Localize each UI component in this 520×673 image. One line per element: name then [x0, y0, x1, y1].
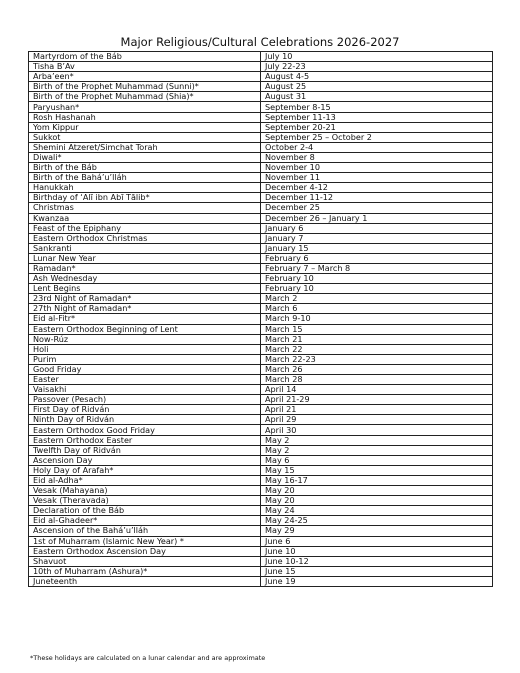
table-row — [29, 193, 493, 203]
table-row — [29, 566, 493, 576]
table-row — [29, 425, 493, 435]
table-row — [29, 455, 493, 465]
table-row — [29, 576, 493, 586]
celebration-date-cell: April 29 — [261, 415, 493, 425]
celebration-name-cell: Eid al-Ghadeer* — [29, 516, 261, 526]
celebration-date-cell: September 8-15 — [261, 102, 493, 112]
celebration-date-cell: December 11-12 — [261, 193, 493, 203]
celebration-date-cell: May 20 — [261, 486, 493, 496]
celebration-date-cell: August 31 — [261, 92, 493, 102]
celebration-date-cell: March 2 — [261, 294, 493, 304]
table-row — [29, 203, 493, 213]
table-row — [29, 152, 493, 162]
table-row — [29, 344, 493, 354]
celebration-date-cell: March 6 — [261, 304, 493, 314]
table-row — [29, 112, 493, 122]
table-row — [29, 546, 493, 556]
celebration-date-cell: June 10-12 — [261, 556, 493, 566]
celebration-name-cell: Shavuot — [29, 556, 261, 566]
table-row — [29, 163, 493, 173]
footnote: *These holidays are calculated on a lunar calendar and are approximate — [30, 654, 266, 662]
celebration-date-cell: July 22-23 — [261, 62, 493, 72]
celebration-name-cell: Rosh Hashanah — [29, 112, 261, 122]
table-row — [29, 183, 493, 193]
celebration-name-cell: Ramadan* — [29, 263, 261, 273]
table-row — [29, 516, 493, 526]
table-row — [29, 465, 493, 475]
celebration-name-cell: Holi — [29, 344, 261, 354]
celebration-name-cell: Eid al-Adha* — [29, 475, 261, 485]
table-row — [29, 375, 493, 385]
celebration-name-cell: Arba’een* — [29, 72, 261, 82]
celebration-date-cell: June 19 — [261, 576, 493, 586]
table-row — [29, 556, 493, 566]
table-row — [29, 263, 493, 273]
celebration-name-cell: Kwanzaa — [29, 213, 261, 223]
celebration-date-cell: February 6 — [261, 253, 493, 263]
table-row — [29, 274, 493, 284]
celebration-name-cell: Eastern Orthodox Easter — [29, 435, 261, 445]
celebration-date-cell: December 26 – January 1 — [261, 213, 493, 223]
table-row — [29, 223, 493, 233]
celebration-date-cell: October 2-4 — [261, 142, 493, 152]
celebration-name-cell: Birth of the Bahá’u’lláh — [29, 173, 261, 183]
celebration-date-cell: March 15 — [261, 324, 493, 334]
table-row — [29, 233, 493, 243]
celebration-name-cell: Birth of the Báb — [29, 163, 261, 173]
celebration-name-cell: Feast of the Epiphany — [29, 223, 261, 233]
table-row — [29, 82, 493, 92]
celebration-name-cell: Lunar New Year — [29, 253, 261, 263]
celebration-date-cell: June 15 — [261, 566, 493, 576]
table-row — [29, 132, 493, 142]
table-row — [29, 415, 493, 425]
celebration-name-cell: Christmas — [29, 203, 261, 213]
celebration-date-cell: May 15 — [261, 465, 493, 475]
table-row — [29, 213, 493, 223]
celebration-date-cell: February 10 — [261, 284, 493, 294]
celebration-date-cell: May 24-25 — [261, 516, 493, 526]
celebration-date-cell: December 25 — [261, 203, 493, 213]
table-row — [29, 92, 493, 102]
celebrations-table — [28, 51, 493, 587]
celebration-date-cell: September 20-21 — [261, 122, 493, 132]
celebration-date-cell: September 11-13 — [261, 112, 493, 122]
celebration-date-cell: June 6 — [261, 536, 493, 546]
celebration-date-cell: April 30 — [261, 425, 493, 435]
table-row — [29, 253, 493, 263]
celebration-name-cell: Sankranti — [29, 243, 261, 253]
table-row — [29, 486, 493, 496]
celebration-date-cell: May 6 — [261, 455, 493, 465]
celebration-name-cell: Martyrdom of the Báb — [29, 52, 261, 62]
celebration-name-cell: Eastern Orthodox Good Friday — [29, 425, 261, 435]
celebration-name-cell: 10th of Muharram (Ashura)* — [29, 566, 261, 576]
table-row — [29, 243, 493, 253]
table-row — [29, 304, 493, 314]
celebration-name-cell: Hanukkah — [29, 183, 261, 193]
celebration-name-cell: Birthday of ‘Alī ibn Abī Tālib* — [29, 193, 261, 203]
table-row — [29, 62, 493, 72]
celebration-date-cell: May 16-17 — [261, 475, 493, 485]
celebration-name-cell: Ascension Day — [29, 455, 261, 465]
celebration-name-cell: Yom Kippur — [29, 122, 261, 132]
celebration-name-cell: Vaisakhi — [29, 385, 261, 395]
celebration-name-cell: Purim — [29, 354, 261, 364]
celebration-name-cell: Declaration of the Báb — [29, 506, 261, 516]
celebration-name-cell: Birth of the Prophet Muhammad (Shia)* — [29, 92, 261, 102]
table-row — [29, 334, 493, 344]
table-row — [29, 536, 493, 546]
celebration-name-cell: Eastern Orthodox Christmas — [29, 233, 261, 243]
celebration-date-cell: May 2 — [261, 435, 493, 445]
celebration-date-cell: January 15 — [261, 243, 493, 253]
table-row — [29, 526, 493, 536]
celebration-name-cell: Vesak (Mahayana) — [29, 486, 261, 496]
table-row — [29, 52, 493, 62]
table-row — [29, 385, 493, 395]
celebration-date-cell: May 24 — [261, 506, 493, 516]
table-row — [29, 435, 493, 445]
celebration-name-cell: Holy Day of Arafah* — [29, 465, 261, 475]
celebration-name-cell: Passover (Pesach) — [29, 395, 261, 405]
celebration-name-cell: First Day of Ridván — [29, 405, 261, 415]
table-row — [29, 294, 493, 304]
celebration-name-cell: Ash Wednesday — [29, 274, 261, 284]
table-row — [29, 506, 493, 516]
celebration-date-cell: December 4-12 — [261, 183, 493, 193]
table-row — [29, 496, 493, 506]
celebration-name-cell: Juneteenth — [29, 576, 261, 586]
table-row — [29, 314, 493, 324]
celebration-name-cell: 23rd Night of Ramadan* — [29, 294, 261, 304]
table-row — [29, 354, 493, 364]
celebration-name-cell: Easter — [29, 375, 261, 385]
celebration-date-cell: April 21-29 — [261, 395, 493, 405]
celebration-name-cell: Sukkot — [29, 132, 261, 142]
celebration-date-cell: November 11 — [261, 173, 493, 183]
celebration-name-cell: Eastern Orthodox Beginning of Lent — [29, 324, 261, 334]
celebration-date-cell: April 21 — [261, 405, 493, 415]
celebration-date-cell: May 29 — [261, 526, 493, 536]
celebration-date-cell: May 20 — [261, 496, 493, 506]
table-row — [29, 395, 493, 405]
celebration-date-cell: March 22 — [261, 344, 493, 354]
celebration-name-cell: Now-Rúz — [29, 334, 261, 344]
table-row — [29, 142, 493, 152]
celebration-name-cell: Lent Begins — [29, 284, 261, 294]
celebration-date-cell: March 28 — [261, 375, 493, 385]
table-row — [29, 72, 493, 82]
celebration-name-cell: Ninth Day of Ridván — [29, 415, 261, 425]
celebration-name-cell: Diwali* — [29, 152, 261, 162]
celebration-date-cell: April 14 — [261, 385, 493, 395]
celebration-date-cell: June 10 — [261, 546, 493, 556]
page-title: Major Religious/Cultural Celebrations 2026-2027 — [120, 35, 400, 49]
celebration-date-cell: February 7 – March 8 — [261, 263, 493, 273]
celebration-name-cell: Twelfth Day of Ridván — [29, 445, 261, 455]
celebration-date-cell: November 10 — [261, 163, 493, 173]
celebration-date-cell: August 25 — [261, 82, 493, 92]
table-row — [29, 364, 493, 374]
celebration-name-cell: Eid al-Fitr* — [29, 314, 261, 324]
celebration-date-cell: May 2 — [261, 445, 493, 455]
celebration-name-cell: Birth of the Prophet Muhammad (Sunni)* — [29, 82, 261, 92]
celebrations-table-body — [29, 52, 493, 587]
table-row — [29, 475, 493, 485]
table-row — [29, 102, 493, 112]
celebration-name-cell: Ascension of the Bahá’u’lláh — [29, 526, 261, 536]
celebration-date-cell: March 9-10 — [261, 314, 493, 324]
celebration-name-cell: Shemini Atzeret/Simchat Torah — [29, 142, 261, 152]
table-row — [29, 405, 493, 415]
celebration-name-cell: Paryushan* — [29, 102, 261, 112]
celebration-date-cell: August 4-5 — [261, 72, 493, 82]
celebration-name-cell: Eastern Orthodox Ascension Day — [29, 546, 261, 556]
celebration-name-cell: 27th Night of Ramadan* — [29, 304, 261, 314]
celebration-date-cell: January 6 — [261, 223, 493, 233]
celebration-name-cell: Tisha B’Av — [29, 62, 261, 72]
celebration-date-cell: March 22-23 — [261, 354, 493, 364]
table-row — [29, 122, 493, 132]
celebration-name-cell: Vesak (Theravada) — [29, 496, 261, 506]
celebration-date-cell: November 8 — [261, 152, 493, 162]
table-row — [29, 284, 493, 294]
celebration-date-cell: September 25 – October 2 — [261, 132, 493, 142]
celebration-name-cell: 1st of Muharram (Islamic New Year) * — [29, 536, 261, 546]
celebration-date-cell: March 26 — [261, 364, 493, 374]
celebration-date-cell: July 10 — [261, 52, 493, 62]
celebration-date-cell: March 21 — [261, 334, 493, 344]
table-row — [29, 324, 493, 334]
celebration-date-cell: January 7 — [261, 233, 493, 243]
celebration-name-cell: Good Friday — [29, 364, 261, 374]
celebration-date-cell: February 10 — [261, 274, 493, 284]
table-row — [29, 173, 493, 183]
table-row — [29, 445, 493, 455]
